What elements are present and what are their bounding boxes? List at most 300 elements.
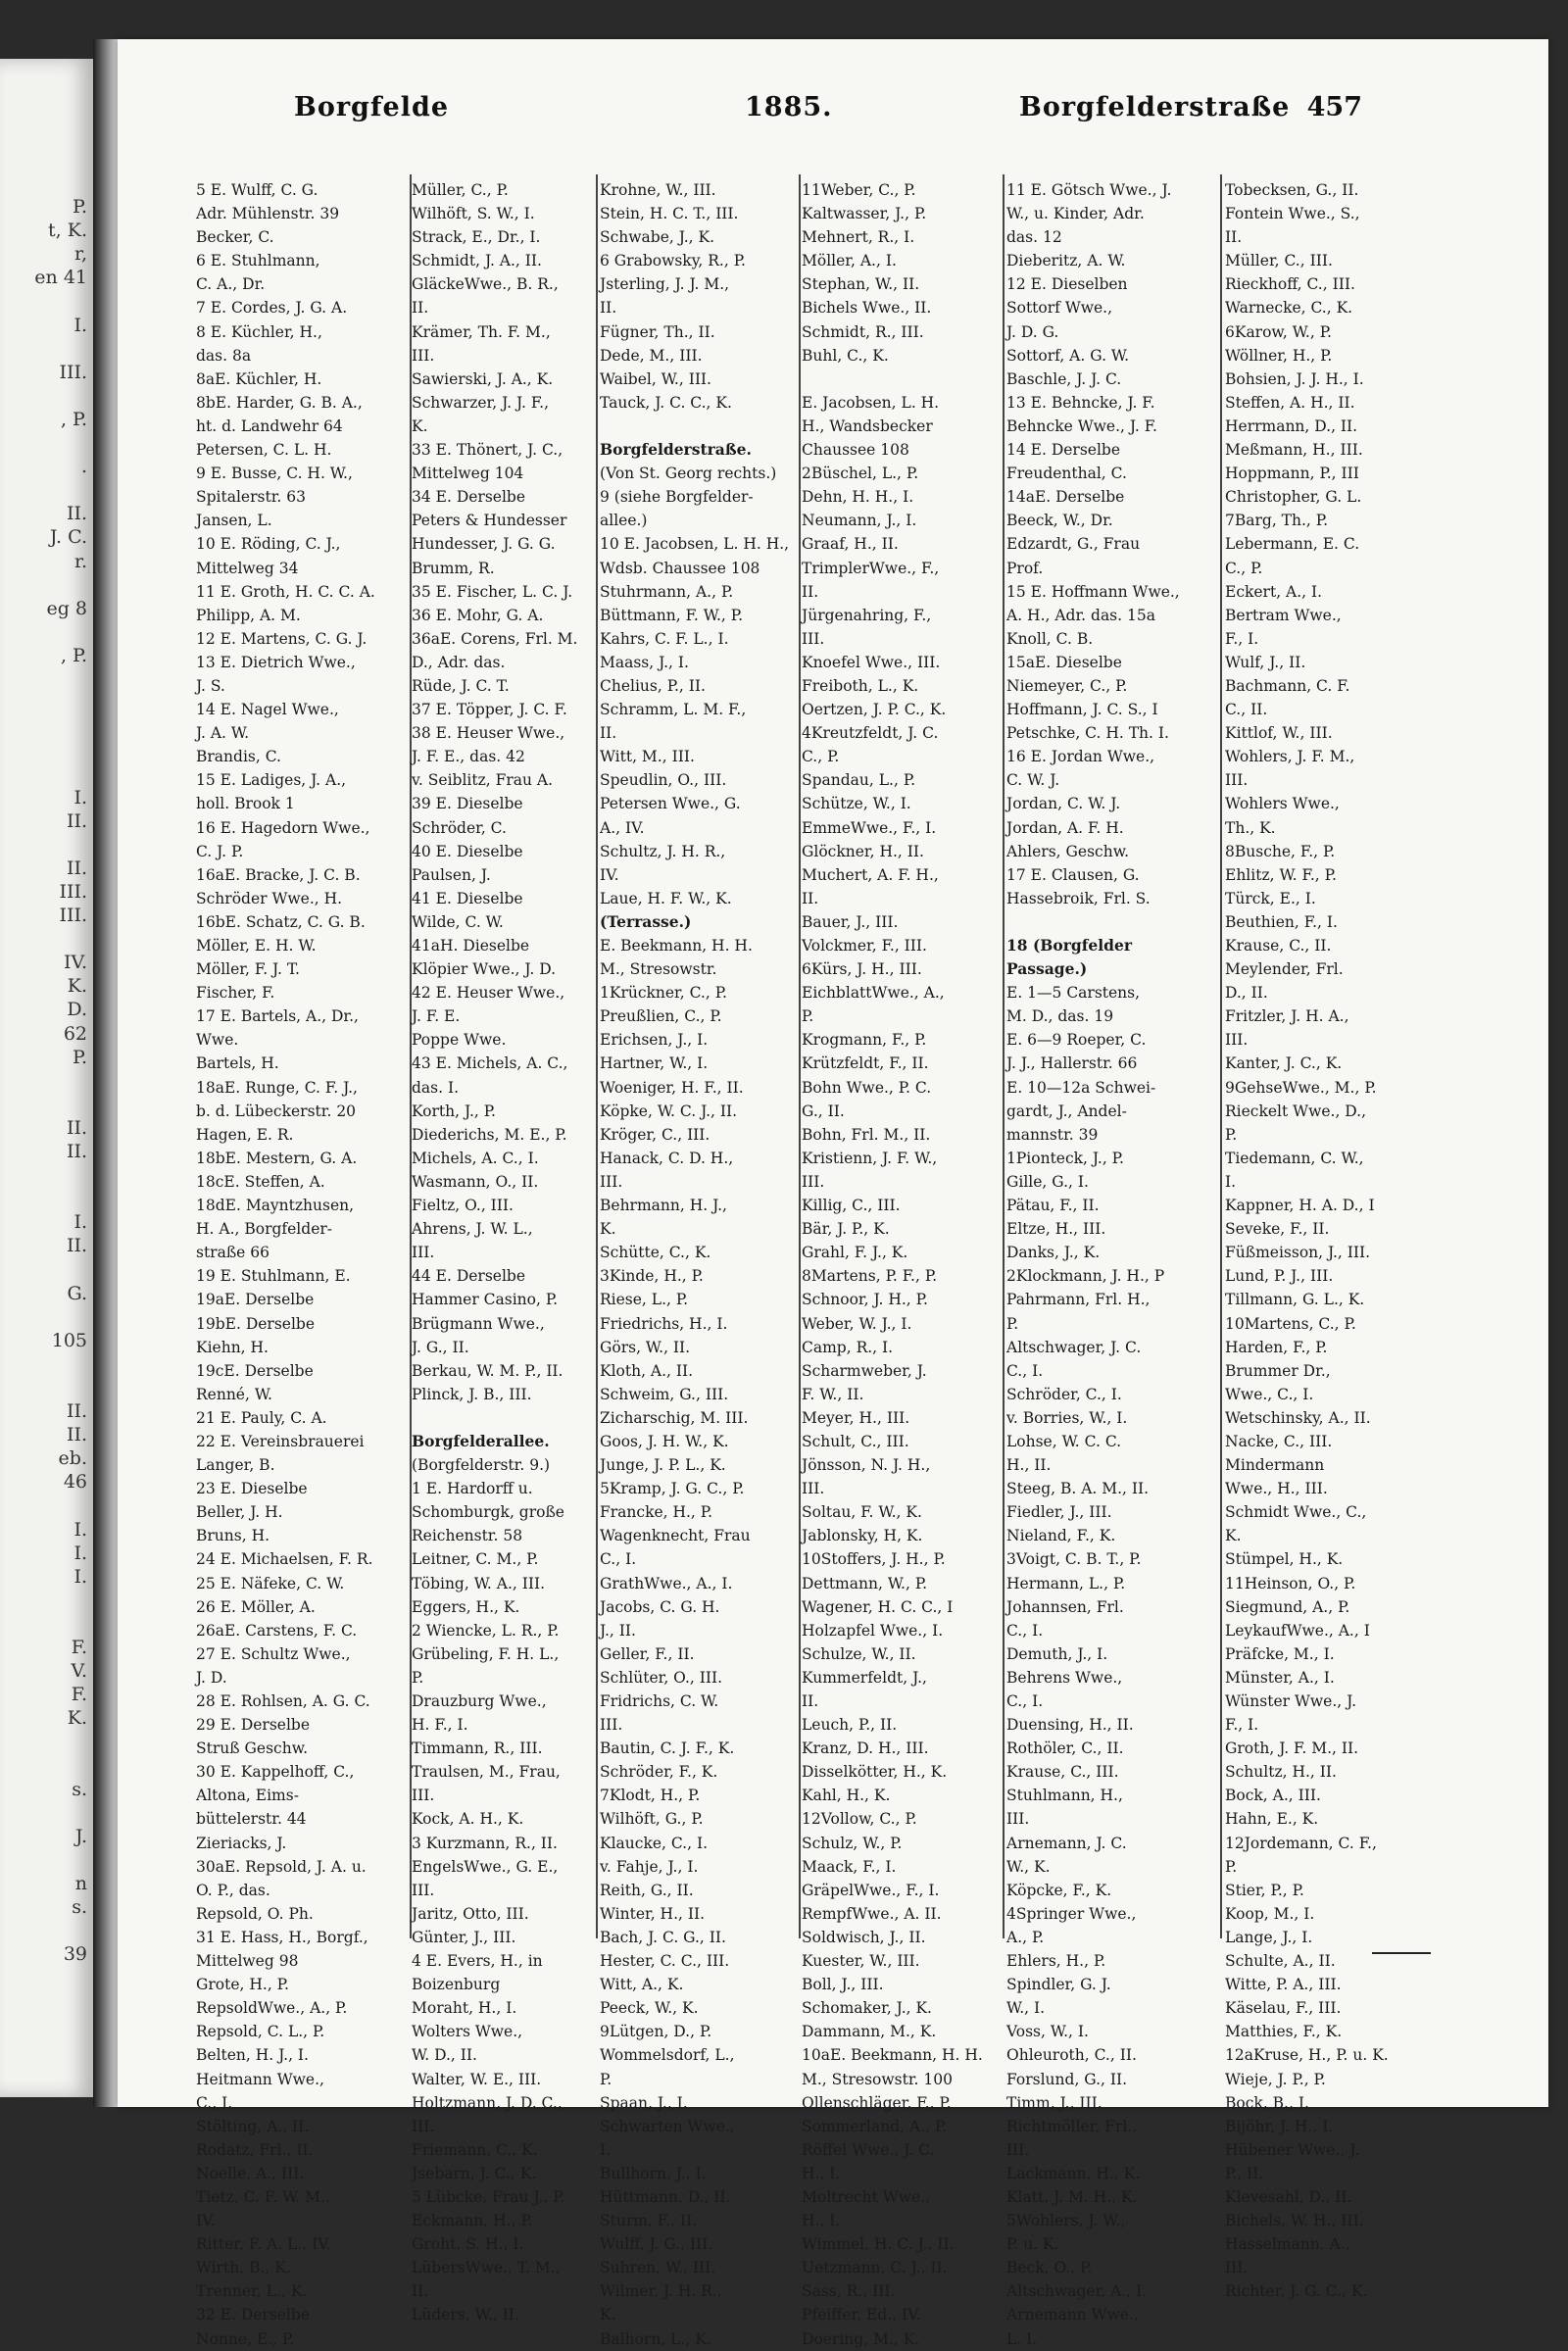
directory-entry-line: II. (1225, 228, 1243, 247)
directory-entry-line: Meßmann, H., III. (1225, 441, 1363, 460)
directory-entry-line: Hassebroik, Frl. S. (1006, 889, 1151, 907)
previous-page-fragment: I. (74, 1565, 87, 1588)
directory-entry-line: Schomaker, J., K. (802, 1999, 932, 2018)
previous-page-fragment: K. (67, 1707, 87, 1730)
previous-page-fragment: P. (73, 1046, 87, 1068)
previous-page-fragment: III. (59, 361, 87, 383)
directory-entry-line: Schwarzer, J. J. F., (412, 393, 550, 412)
directory-entry-line: Kahrs, C. F. L., I. (600, 629, 729, 648)
directory-entry-line: Kuester, W., III. (802, 1952, 920, 1971)
directory-entry-line: P. (412, 1668, 424, 1687)
previous-page-fragment: II. (66, 1116, 87, 1139)
directory-entry-line: Steeg, B. A. M., II. (1006, 1480, 1150, 1498)
previous-page-fragment: 39 (63, 1943, 87, 1966)
directory-entry-line: Heitmann Wwe., (196, 2070, 324, 2088)
directory-entry-line: J. J., Hallerstr. 66 (1006, 1054, 1138, 1073)
directory-entry-line: 9 (siehe Borgfelder- (600, 488, 754, 507)
directory-entry-line: Schütze, W., I. (802, 795, 911, 813)
directory-entry-line: Schnoor, J. H., P. (802, 1291, 928, 1309)
directory-entry-line: Jordan, C. W. J. (1006, 795, 1121, 813)
directory-entry-line: Jacobs, C. G. H. (600, 1597, 720, 1616)
previous-page-fragment: II. (66, 857, 87, 879)
directory-entry-line: Wolters Wwe., (412, 2023, 523, 2041)
directory-entry-line: 13 E. Dietrich Wwe., (196, 653, 356, 671)
directory-entry-line: Speudlin, O., III. (600, 771, 727, 790)
directory-entry-line: Rothöler, C., II. (1006, 1739, 1124, 1758)
directory-entry-line: Krause, C., III. (1006, 1763, 1119, 1782)
directory-entry-line: Gille, G., I. (1006, 1172, 1089, 1191)
directory-entry-line: III. (412, 346, 435, 365)
directory-entry-line: C. A., Dr. (196, 275, 266, 294)
directory-entry-line: Stölting, A., II. (196, 2117, 310, 2135)
directory-entry-line: Kahl, H., K. (802, 1787, 891, 1805)
directory-entry-line: allee.) (600, 512, 648, 530)
directory-entry-line: Sass, R., III. (802, 2282, 896, 2301)
directory-entry-line: C., P. (802, 748, 840, 766)
directory-entry-line: D., Adr. das. (412, 653, 506, 671)
directory-entry-line: Reichenstr. 58 (412, 1527, 523, 1545)
directory-entry-line: Eggers, H., K. (412, 1597, 520, 1616)
directory-entry-line: C., I. (196, 2093, 233, 2112)
directory-entry-line: Käselau, F., III. (1225, 1999, 1342, 2018)
directory-entry-line: H., I. (802, 2212, 841, 2230)
directory-entry-line: Hammer Casino, P. (412, 1291, 559, 1309)
directory-entry-line: Disselkötter, H., K. (802, 1763, 948, 1782)
directory-entry-line: Waibel, W., III. (600, 369, 711, 388)
directory-entry-line: Ahrens, J. W. L., (412, 1220, 533, 1239)
directory-entry-line: Friedrichs, H., I. (600, 1314, 728, 1333)
directory-entry-line: Chaussee 108 (802, 441, 909, 460)
directory-entry-line: v. Fahje, J., I. (600, 1857, 699, 1876)
directory-entry-line: 7 E. Cordes, J. G. A. (196, 299, 348, 318)
directory-entry-line: A., IV. (600, 818, 645, 837)
directory-entry-line: 31 E. Hass, H., Borgf., (196, 1928, 368, 1946)
directory-entry-line: Kröger, C., III. (600, 1125, 710, 1144)
directory-entry-line: C. J. P. (196, 842, 244, 860)
directory-entry-line: Paulsen, J. (412, 865, 491, 884)
directory-entry-line: III. (1006, 2140, 1030, 2159)
directory-entry-line: Tiedemann, C. W., (1225, 1149, 1364, 1167)
directory-entry-line: holl. Brook 1 (196, 795, 295, 813)
directory-entry-line: Belten, H. J., I. (196, 2046, 309, 2065)
directory-entry-line: 29 E. Derselbe (196, 1716, 311, 1735)
directory-entry-line: 10 E. Jacobsen, L. H. H., (600, 535, 790, 554)
directory-entry-line: 10Martens, C., P. (1225, 1314, 1356, 1333)
directory-entry-line: Chelius, P., II. (600, 676, 706, 695)
directory-entry-line: Bock, A., III. (1225, 1787, 1321, 1805)
directory-entry-line: Jansen, L. (196, 512, 272, 530)
directory-entry-line: 6Kürs, J. H., III. (802, 960, 922, 979)
directory-entry-line: H., I. (802, 2164, 841, 2182)
directory-entry-line: Langer, B. (196, 1456, 275, 1475)
directory-entry-line: Behncke Wwe., J. F. (1006, 416, 1157, 435)
directory-entry-line: Beck, O., P. (1006, 2259, 1093, 2278)
previous-page-fragment: III. (59, 905, 87, 926)
directory-entry-line: Jsterling, J. J. M., (600, 275, 730, 294)
directory-entry-line: 8aE. Küchler, H. (196, 369, 322, 388)
directory-entry-line: Renné, W. (196, 1385, 272, 1403)
directory-entry-line: F. W., II. (802, 1385, 864, 1403)
previous-page-fragment: II. (66, 1424, 87, 1446)
previous-page-fragment: r, (74, 243, 87, 266)
directory-entry-line: Pahrmann, Frl. H., (1006, 1291, 1151, 1309)
directory-entry-line: 12Jordemann, C. F., (1225, 1834, 1377, 1852)
directory-entry-line: das. 8a (196, 346, 252, 365)
directory-entry-line: Balhorn, L., K. (600, 2329, 711, 2348)
directory-entry-line: Schultz, J. H. R., (600, 842, 726, 860)
directory-entry-line: Töbing, W. A., III. (412, 1574, 546, 1592)
directory-entry-line: 7Barg, Th., P. (1225, 512, 1328, 530)
directory-entry-line: Schomburgk, große (412, 1503, 564, 1522)
column-divider (596, 174, 598, 1938)
directory-entry-line: K. (1225, 1527, 1242, 1545)
directory-entry-line: C., I. (600, 1550, 637, 1569)
directory-entry-line: Wagenknecht, Frau (600, 1527, 751, 1545)
directory-entry-line: RepsoldWwe., A., P. (196, 1999, 348, 2018)
previous-page-fragment: I. (74, 1211, 87, 1234)
directory-entry-line: Bär, J. P., K. (802, 1220, 890, 1239)
directory-entry-line: Wwe., C., I. (1225, 1385, 1314, 1403)
directory-entry-line: Hagen, E. R. (196, 1125, 294, 1144)
previous-page-fragment: t, K. (48, 220, 87, 242)
directory-entry-line: Philipp, A. M. (196, 606, 301, 624)
directory-entry-line: Steffen, A. H., II. (1225, 393, 1355, 412)
directory-entry-line: Borgfelderstraße. (600, 440, 752, 460)
directory-entry-line: Stuhlmann, H., (1006, 1787, 1123, 1805)
directory-entry-line: H., II. (1006, 1456, 1052, 1475)
directory-entry-line: Füßmeisson, J., III. (1225, 1244, 1371, 1262)
directory-entry-line: (Borgfelderstr. 9.) (412, 1456, 551, 1475)
directory-entry-line: Soldwisch, J., II. (802, 1928, 926, 1946)
directory-entry-line: Sommerland, A., P. (802, 2117, 948, 2135)
directory-column-3 (600, 178, 796, 2348)
directory-entry-line: Pfeiffer, Ed., IV. (802, 2306, 921, 2325)
previous-page-fragment: I. (74, 1542, 87, 1564)
directory-entry-line: Hasselmann, A., (1225, 2235, 1350, 2254)
directory-entry-line: Petersen, C. L. H. (196, 441, 332, 460)
directory-entry-line: Lebermann, E. C. (1225, 535, 1360, 554)
directory-entry-line: 12 E. Dieselben (1006, 275, 1128, 294)
previous-page-fragment: II. (66, 1141, 87, 1162)
directory-entry-line: 16aE. Bracke, J. C. B. (196, 865, 361, 884)
directory-entry-line: Arnemann Wwe., (1006, 2306, 1139, 2325)
directory-entry-line: Th., K. (1225, 818, 1276, 837)
previous-page-fragment: , P. (60, 408, 87, 430)
directory-entry-line: Mittelweg 98 (196, 1952, 299, 1971)
directory-entry-line: 8Martens, P. F., P. (802, 1267, 938, 1286)
directory-entry-line: Rüde, J. C. T. (412, 676, 510, 695)
column-divider (799, 174, 801, 1938)
directory-entry-line: 6 E. Stuhlmann, (196, 252, 320, 270)
directory-entry-line: Müller, C., P. (412, 181, 509, 199)
directory-entry-line: Timmann, R., III. (412, 1739, 543, 1758)
directory-entry-line: Wdsb. Chaussee 108 (600, 559, 760, 577)
directory-entry-line: Bijöhr, J. H., I. (1225, 2117, 1334, 2135)
directory-entry-line: 4Springer Wwe., (1006, 1904, 1137, 1923)
directory-entry-line: Bauer, J., III. (802, 912, 899, 931)
directory-entry-line: Petschke, C. H. Th. I. (1006, 724, 1169, 743)
directory-entry-line: Eckert, A., I. (1225, 582, 1323, 601)
directory-entry-line: b. d. Lübeckerstr. 20 (196, 1102, 357, 1120)
directory-entry-line: 32 E. Derselbe (196, 2306, 311, 2325)
directory-entry-line: v. Seiblitz, Frau A. (412, 771, 554, 790)
directory-entry-line: P. (600, 2070, 612, 2088)
directory-entry-line: Schwarten Wwe., (600, 2117, 735, 2135)
directory-entry-line: W., I. (1006, 1999, 1046, 2018)
directory-entry-line: Riese, L., P. (600, 1291, 689, 1309)
directory-entry-line: Korth, J., P. (412, 1102, 496, 1120)
directory-entry-line: Tauck, J. C. C., K. (600, 393, 732, 412)
directory-entry-line: 10 E. Röding, C. J., (196, 535, 341, 554)
directory-entry-line: J. F. E. (412, 1007, 461, 1026)
directory-entry-line: Krause, C., II. (1225, 937, 1332, 955)
directory-entry-line: Nonne, E., P. (196, 2329, 295, 2348)
directory-entry-line: 36 E. Mohr, G. A. (412, 606, 544, 624)
directory-entry-line: EmmeWwe., F., I. (802, 818, 937, 837)
directory-entry-line: Buhl, C., K. (802, 346, 889, 365)
directory-entry-line: 6Karow, W., P. (1225, 322, 1332, 341)
directory-entry-line: 4 E. Evers, H., in (412, 1952, 543, 1971)
directory-entry-line: Struß Geschw. (196, 1739, 309, 1758)
directory-entry-line: Reith, G., II. (600, 1881, 694, 1899)
directory-entry-line: 17 E. Bartels, A., Dr., (196, 1007, 359, 1026)
previous-page-fragment: II. (66, 1235, 87, 1257)
directory-entry-line: Lüders, W., II. (412, 2306, 519, 2325)
directory-entry-line: Poppe Wwe. (412, 1031, 507, 1050)
directory-entry-line: Schröder, F., K. (600, 1763, 718, 1782)
directory-entry-line: Wasmann, O., II. (412, 1172, 539, 1191)
directory-entry-line: Hanack, C. D. H., (600, 1149, 734, 1167)
directory-entry-line: Bichels Wwe., II. (802, 299, 932, 318)
directory-entry-line: Holzapfel Wwe., I. (802, 1621, 944, 1640)
directory-entry-line: Wohlers Wwe., (1225, 795, 1340, 813)
directory-entry-line: Krützfeldt, F., II. (802, 1054, 929, 1073)
directory-entry-line: 10aE. Beekmann, H. H. (802, 2046, 983, 2065)
directory-entry-line: C., I. (1006, 1361, 1044, 1380)
directory-entry-line: Dettmann, W., P. (802, 1574, 928, 1592)
directory-entry-line: ht. d. Landwehr 64 (196, 416, 343, 435)
directory-entry-line: D., II. (1225, 984, 1268, 1003)
directory-entry-line: Winter, H., II. (600, 1904, 706, 1923)
directory-entry-line: 17 E. Clausen, G. (1006, 865, 1140, 884)
directory-entry-line: J. F. E., das. 42 (412, 748, 525, 766)
previous-page-fragment: 105 (51, 1329, 87, 1351)
previous-page-fragment: n (74, 1873, 87, 1895)
directory-entry-line: Neumann, J., I. (802, 512, 917, 530)
directory-entry-line: Hoffmann, J. C. S., I (1006, 701, 1158, 719)
directory-entry-line: III. (802, 1172, 825, 1191)
directory-entry-line: 4Kreutzfeldt, J. C. (802, 724, 939, 743)
directory-entry-line: A. H., Adr. das. 15a (1006, 606, 1155, 624)
directory-entry-line: P. (1225, 1125, 1238, 1144)
directory-entry-line: J. D. (196, 1668, 227, 1687)
directory-entry-line: Wieje, J. P., P. (1225, 2070, 1326, 2088)
directory-entry-line: Präfcke, M., I. (1225, 1644, 1335, 1663)
directory-entry-line: Fontein Wwe., S., (1225, 205, 1360, 223)
previous-page-fragment: r. (74, 550, 87, 572)
directory-entry-line: III. (412, 1244, 435, 1262)
directory-entry-line: Altona, Eims- (196, 1787, 299, 1805)
directory-entry-line: Schröder Wwe., H. (196, 889, 343, 907)
directory-entry-line: Niemeyer, C., P. (1006, 676, 1128, 695)
directory-entry-line: 41 E. Dieselbe (412, 889, 523, 907)
directory-entry-line: E. Jacobsen, L. H. (802, 393, 940, 412)
directory-entry-line: Brumm, R. (412, 559, 495, 577)
directory-entry-line: 3 Kurzmann, R., II. (412, 1834, 558, 1852)
directory-entry-line: Brummer Dr., (1225, 1361, 1331, 1380)
directory-entry-line: Krogmann, F., P. (802, 1031, 927, 1050)
directory-entry-line: Sawierski, J. A., K. (412, 369, 554, 388)
previous-page-fragment: F. (71, 1637, 87, 1659)
directory-column-6 (1225, 178, 1436, 2301)
directory-entry-line: Seveke, F., II. (1225, 1220, 1330, 1239)
directory-entry-line: Wöllner, H., P. (1225, 346, 1333, 365)
directory-entry-line: II. (802, 1692, 819, 1710)
directory-entry-line: 43 E. Michels, A. C., (412, 1054, 568, 1073)
directory-entry-line: Nacke, C., III. (1225, 1432, 1333, 1450)
directory-entry-line: K. (600, 2306, 616, 2325)
directory-entry-line: Demuth, J., I. (1006, 1644, 1108, 1663)
directory-entry-line: 2Klockmann, J. H., P (1006, 1267, 1165, 1286)
directory-entry-line: Kanter, J. C., K. (1225, 1054, 1343, 1073)
directory-entry-line: Kummerfeldt, J., (802, 1668, 927, 1687)
directory-entry-line: C., I. (1006, 1621, 1044, 1640)
directory-entry-line: Muchert, A. F. H., (802, 865, 939, 884)
directory-entry-line: Danks, J., K. (1006, 1244, 1101, 1262)
directory-entry-line: 1 E. Hardorff u. (412, 1480, 533, 1498)
directory-entry-line: Wommelsdorf, L., (600, 2046, 735, 2065)
directory-entry-line: W. D., II. (412, 2046, 477, 2065)
directory-entry-line: 18bE. Mestern, G. A. (196, 1149, 358, 1167)
directory-entry-line: Kloth, A., II. (600, 1361, 694, 1380)
previous-page-fragment: P. (73, 196, 87, 218)
directory-entry-line: Dede, M., III. (600, 346, 703, 365)
previous-page-fragment: , P. (60, 644, 87, 666)
directory-entry-line: Meylender, Frl. (1225, 960, 1344, 979)
directory-entry-line: P. (1225, 1857, 1238, 1876)
directory-entry-line: gardt, J., Andel- (1006, 1102, 1127, 1120)
book-gutter (93, 39, 118, 2107)
directory-entry-line: Fieltz, O., III. (412, 1197, 514, 1215)
directory-entry-line: 6 Grabowsky, R., P. (600, 252, 746, 270)
directory-entry-line: II. (412, 299, 429, 318)
directory-entry-line: Bock, B., I. (1225, 2093, 1309, 2112)
directory-entry-line: Kittlof, W., III. (1225, 724, 1333, 743)
directory-entry-line: Erichsen, J., I. (600, 1031, 709, 1050)
directory-entry-line: Wwe., H., III. (1225, 1480, 1328, 1498)
directory-entry-line: 27 E. Schultz Wwe., (196, 1644, 351, 1663)
directory-entry-line: Witte, P. A., III. (1225, 1976, 1342, 1994)
directory-entry-line: Diederichs, M. E., P. (412, 1125, 567, 1144)
directory-entry-line: Doering, M., K. (802, 2329, 920, 2348)
directory-entry-line: Kranz, D. H., III. (802, 1739, 929, 1758)
directory-entry-line: E. 6—9 Roeper, C. (1006, 1031, 1147, 1050)
directory-entry-line: Bruns, H. (196, 1527, 270, 1545)
directory-entry-line: 16bE. Schatz, C. G. B. (196, 912, 366, 931)
directory-entry-line: III. (600, 1716, 623, 1735)
directory-entry-line: III. (802, 1480, 825, 1498)
directory-entry-line: Stein, H. C. T., III. (600, 205, 739, 223)
directory-entry-line: IV. (196, 2212, 216, 2230)
directory-entry-line: W., u. Kinder, Adr. (1006, 205, 1145, 223)
directory-entry-line: Bach, J. C. G., II. (600, 1928, 726, 1946)
directory-entry-line: Boizenburg (412, 1976, 501, 1994)
directory-column-2 (412, 178, 596, 2325)
directory-entry-line: C. W. J. (1006, 771, 1060, 790)
directory-entry-line: Oertzen, J. P. C., K. (802, 701, 947, 719)
directory-entry-line: Tobecksen, G., II. (1225, 181, 1359, 199)
directory-entry-line: Schweim, G., III. (600, 1385, 729, 1403)
directory-entry-line: 5Kramp, J. G. C., P. (600, 1480, 745, 1498)
directory-entry-line: 35 E. Fischer, L. C. J. (412, 582, 573, 601)
directory-entry-line: 18aE. Runge, C. F. J., (196, 1078, 358, 1097)
directory-entry-line: Witt, A., K. (600, 1976, 684, 1994)
directory-entry-line: 5 E. Wulff, C. G. (196, 181, 318, 199)
directory-entry-line: 33 E. Thönert, J. C., (412, 441, 564, 460)
directory-entry-line: 15 E. Hoffmann Wwe., (1006, 582, 1180, 601)
directory-entry-line: Schult, C., III. (802, 1432, 909, 1450)
directory-entry-line: das. I. (412, 1078, 460, 1097)
directory-entry-line: J., II. (600, 1621, 636, 1640)
directory-entry-line: P. (802, 1007, 814, 1026)
directory-entry-line: Hahn, E., K. (1225, 1810, 1319, 1829)
previous-page-fragment: II. (66, 1400, 87, 1423)
directory-entry-line: Forslund, G., II. (1006, 2070, 1128, 2088)
directory-entry-line: H. A., Borgfelder- (196, 1220, 333, 1239)
directory-entry-line: Traulsen, M., Frau, (412, 1763, 561, 1782)
directory-entry-line: 3Kinde, H., P. (600, 1267, 704, 1286)
directory-entry-line: Bautin, C. J. F., K. (600, 1739, 735, 1758)
directory-entry-line: Siegmund, A., P. (1225, 1597, 1350, 1616)
directory-entry-line: Fritzler, J. H. A., (1225, 1007, 1349, 1026)
directory-entry-line: Mittelweg 104 (412, 465, 524, 483)
directory-entry-line: RempfWwe., A. II. (802, 1904, 942, 1923)
directory-entry-line: Groht, S. H., I. (412, 2235, 524, 2254)
directory-entry-line: 15aE. Dieselbe (1006, 653, 1122, 671)
previous-page-fragment: 46 (63, 1471, 87, 1494)
directory-entry-line: II. (802, 889, 819, 907)
directory-entry-line: Krohne, W., III. (600, 181, 716, 199)
directory-entry-line: 25 E. Näfeke, C. W. (196, 1574, 345, 1592)
directory-entry-line: Bullhorn, J., I. (600, 2164, 707, 2182)
directory-entry-line: Jaritz, Otto, III. (412, 1904, 529, 1923)
previous-page-fragment: eb. (58, 1447, 87, 1470)
directory-entry-line: Scharmweber, J. (802, 1361, 927, 1380)
directory-entry-line: Röffel Wwe., J. C. (802, 2140, 935, 2159)
directory-entry-line: Wilmer, J. H. R., (600, 2282, 722, 2301)
directory-entry-line: Repsold, C. L., P. (196, 2023, 325, 2041)
directory-entry-line: Stuhrmann, A., P. (600, 582, 734, 601)
directory-entry-line: das. 12 (1006, 228, 1062, 247)
directory-entry-line: Geller, F., II. (600, 1644, 695, 1663)
directory-entry-line: Graaf, H., II. (802, 535, 899, 554)
directory-entry-line: GrathWwe., A., I. (600, 1574, 733, 1592)
directory-entry-line: 21 E. Pauly, C. A. (196, 1408, 327, 1427)
directory-entry-line: Fügner, Th., II. (600, 322, 715, 341)
directory-entry-line: W., K. (1006, 1857, 1051, 1876)
directory-entry-line: Woeniger, H. F., II. (600, 1078, 744, 1097)
previous-page-fragment: II. (66, 809, 87, 832)
directory-entry-line: P. u. K. (1006, 2235, 1059, 2254)
directory-entry-line: Köpke, W. C. J., II. (600, 1102, 738, 1120)
directory-entry-line: Beuthien, F., I. (1225, 912, 1338, 931)
directory-entry-line: Grote, H., P. (196, 1976, 289, 1994)
directory-entry-line: Drauzburg Wwe., (412, 1692, 547, 1710)
directory-entry-line: büttelerstr. 44 (196, 1810, 307, 1829)
directory-entry-line: Hoppmann, P., III (1225, 465, 1359, 483)
directory-entry-line: Friemann, C., K. (412, 2140, 538, 2159)
directory-column-4 (802, 178, 1003, 2348)
